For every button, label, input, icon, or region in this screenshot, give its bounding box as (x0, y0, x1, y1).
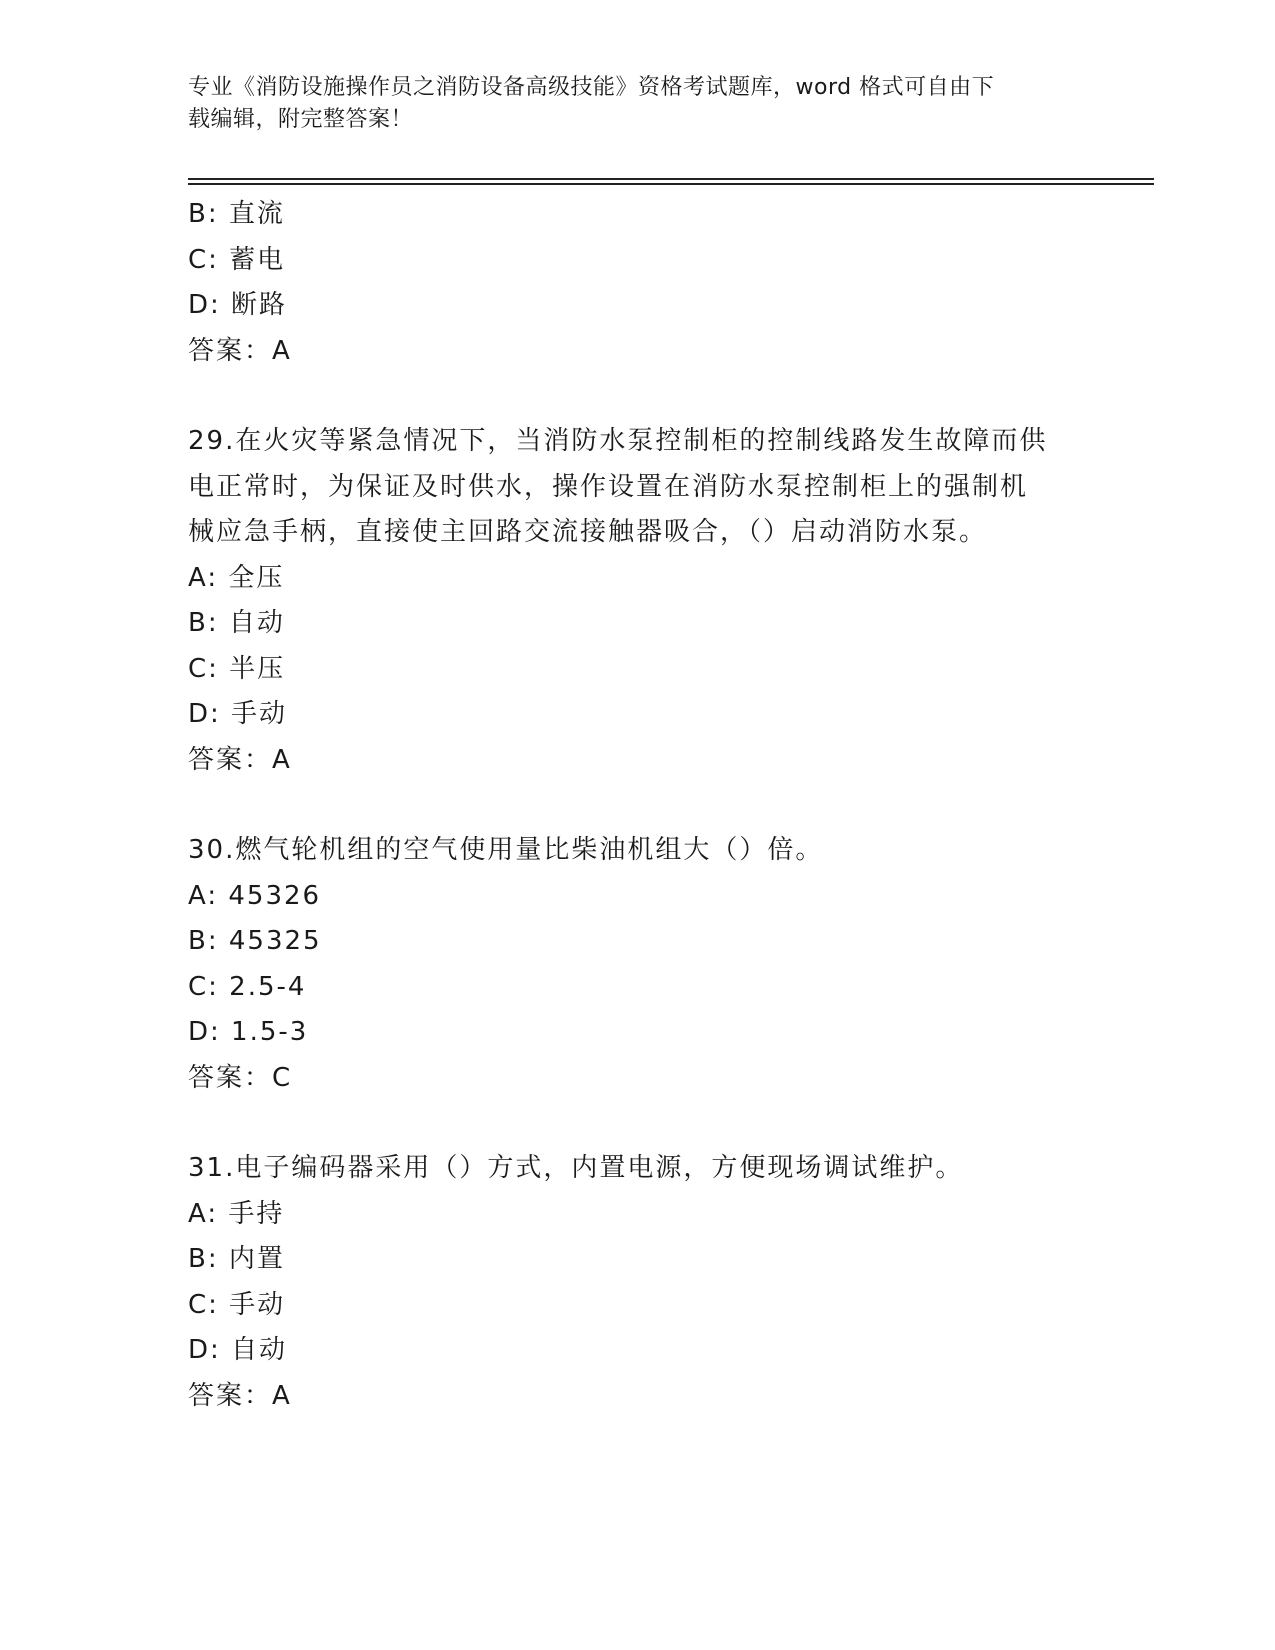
question-text-line: 29.在火灾等紧急情况下，当消防水泵控制柜的控制线路发生故障而供 (188, 426, 1048, 456)
option-c: C: 手动 (188, 1289, 286, 1320)
option-c: C: 2.5-4 (188, 971, 307, 1002)
option-d: D: 1.5-3 (188, 1017, 309, 1047)
question-30 (188, 828, 1088, 1101)
question-text-line: 电正常时，为保证及时供水，操作设置在消防水泵控制柜上的强制机 (188, 471, 1029, 502)
option-d: D: 断路 (188, 290, 288, 320)
question-text-line: 械应急手柄，直接使主回路交流接触器吸合，（）启动消防水泵。 (188, 517, 988, 547)
option-a: A: 45326 (188, 880, 322, 911)
question-31 (188, 1146, 1088, 1419)
option-b: B: 直流 (188, 199, 285, 229)
header-line-2: 载编辑，附完整答案！ (188, 107, 414, 132)
option-b: B: 自动 (188, 608, 285, 638)
header-divider-bottom (188, 183, 1154, 185)
option-c: C: 蓄电 (188, 244, 286, 275)
prev-question-block (188, 192, 1088, 374)
option-b: B: 45325 (188, 926, 322, 956)
question-text-line: 30.燃气轮机组的空气使用量比柴油机组大（）倍。 (188, 835, 824, 865)
header-line-1: 专业《消防设施操作员之消防设备高级技能》资格考试题库，word 格式可自由下 (188, 75, 995, 100)
option-c: C: 半压 (188, 653, 286, 684)
document-header (188, 72, 1068, 136)
header-divider-top (188, 178, 1154, 180)
question-text-line: 31.电子编码器采用（）方式，内置电源，方便现场调试维护。 (188, 1153, 964, 1183)
question-list (188, 192, 1088, 1419)
answer: 答案：C (188, 1062, 293, 1093)
option-d: D: 自动 (188, 1335, 288, 1365)
option-d: D: 手动 (188, 699, 288, 729)
question-29 (188, 419, 1088, 783)
answer: 答案：A (188, 335, 292, 366)
answer: 答案：A (188, 1380, 292, 1411)
answer: 答案：A (188, 744, 292, 775)
option-a: A: 全压 (188, 562, 285, 593)
option-a: A: 手持 (188, 1198, 285, 1229)
option-b: B: 内置 (188, 1244, 285, 1274)
